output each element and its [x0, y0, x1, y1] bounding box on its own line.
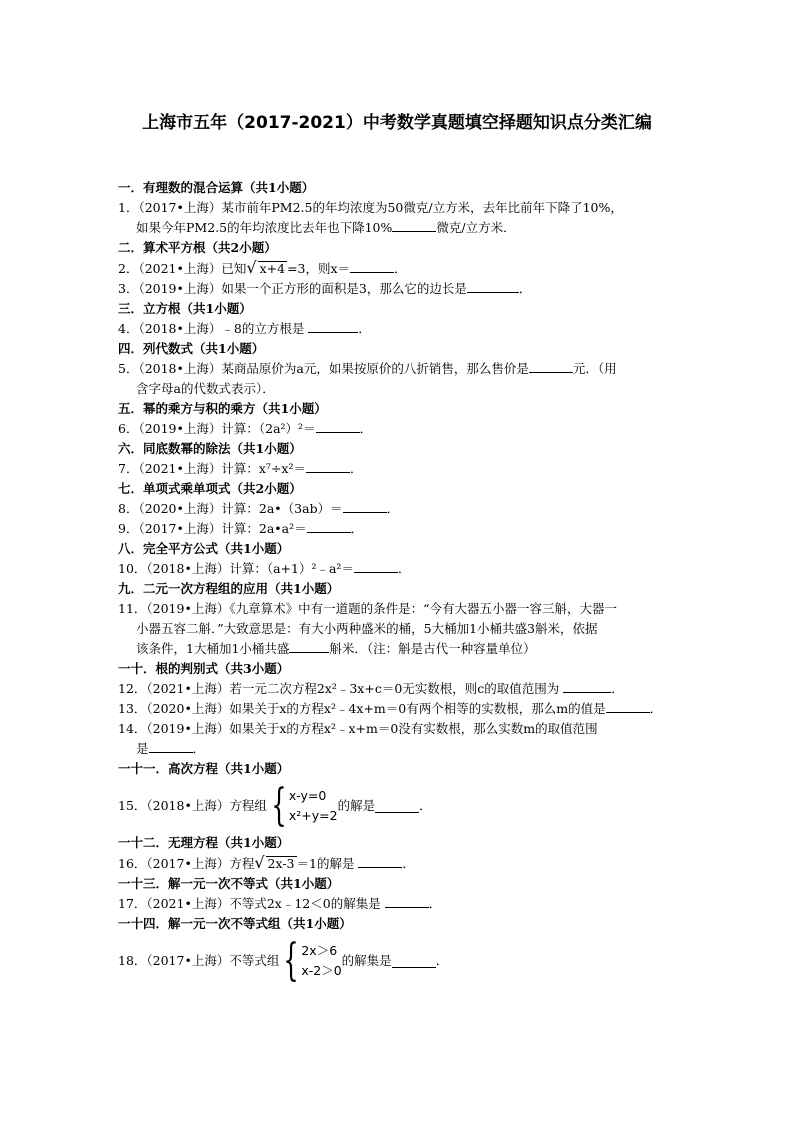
question-text: 13．（2020•上海）如果关于x的方程x²﹣4x+m＝0有两个相等的实数根，那么m的值是 — [118, 701, 606, 716]
answer-blank — [289, 640, 329, 653]
inequality-line: x-2＞0 — [301, 963, 342, 978]
question-12 — [118, 679, 678, 699]
question-16 — [118, 853, 678, 874]
question-text: 9．（2017•上海）计算：2a•a²＝ — [118, 521, 307, 536]
section-heading: 一十一．高次方程（共1小题） — [118, 761, 290, 776]
question-11 — [118, 599, 678, 659]
question-text: 6．（2019•上海）计算：（2a²）²＝ — [118, 421, 316, 436]
question-text — [118, 359, 678, 379]
question-text: 17．（2021•上海）不等式2x﹣12＜0的解集是 — [118, 896, 381, 911]
answer-blank — [392, 955, 436, 968]
punctuation: ． — [518, 281, 532, 296]
section-heading: 八．完全平方公式（共1小题） — [118, 541, 290, 556]
equation-system — [267, 780, 338, 831]
question-text: 4．（2018•上海）﹣8的立方根是 — [118, 321, 305, 336]
answer-blank — [467, 280, 519, 293]
answer-blank — [149, 740, 193, 753]
question-text: 16．（2017•上海）方程 — [118, 856, 255, 871]
question-9 — [118, 519, 678, 539]
question-text: 该条件，1大桶加1小桶共盛 — [136, 641, 290, 656]
answer-blank — [350, 260, 394, 273]
question-3 — [118, 279, 678, 299]
question-7 — [118, 459, 678, 479]
punctuation: ． — [397, 561, 411, 576]
question-text: 1．（2017•上海）某市前年PM2.5的年均浓度为50微克/立方米，去年比前年下降了10%， — [118, 200, 623, 215]
answer-blank — [358, 855, 402, 868]
inequality-lines — [301, 941, 341, 981]
punctuation: ． — [350, 521, 364, 536]
radicand: x+4 — [259, 261, 286, 276]
answer-blank — [375, 800, 419, 813]
question-text: 2．（2021•上海）已知 — [118, 261, 247, 276]
section-heading: 七．单项式乘单项式（共2小题） — [118, 481, 302, 496]
question-text: 3．（2019•上海）如果一个正方形的面积是3，那么它的边长是 — [118, 281, 467, 296]
question-text: 如果今年PM2.5的年均浓度比去年也下降10% — [136, 220, 393, 235]
question-text: 7．（2021•上海）计算：x⁷÷x²＝ — [118, 461, 306, 476]
document-body — [118, 178, 678, 988]
section-heading: 一十．根的判别式（共3小题） — [118, 661, 290, 676]
question-text — [118, 218, 678, 238]
question-5 — [118, 359, 678, 399]
question-text: 10．（2018•上海）计算：（a+1）²﹣a²＝ — [118, 561, 354, 576]
question-6 — [118, 419, 678, 439]
question-15 — [118, 780, 678, 831]
equation-line: x-y=0 — [288, 788, 327, 803]
answer-blank — [529, 360, 573, 373]
question-text: 18．（2017•上海）不等式组 — [118, 953, 280, 968]
answer-blank — [306, 460, 350, 473]
answer-blank — [385, 895, 429, 908]
question-1 — [118, 198, 678, 238]
question-text: 斛米．（注：斛是古代一种容量单位） — [329, 641, 536, 656]
punctuation: ． — [402, 856, 415, 871]
punctuation: ． — [428, 896, 442, 911]
question-2 — [118, 258, 678, 279]
section-heading: 九．二元一次方程组的应用（共1小题） — [118, 581, 340, 596]
question-text: 14．（2019•上海）如果关于x的方程x²﹣x+m＝0没有实数根，那么实数m的取值范围 — [118, 721, 598, 736]
punctuation: ． — [435, 953, 449, 968]
section-heading: 六．同底数幂的除法（共1小题） — [118, 441, 302, 456]
sqrt-icon: √ — [254, 853, 265, 872]
section-heading: 一十二．无理方程（共1小题） — [118, 835, 290, 850]
brace-icon: { — [271, 780, 287, 831]
answer-blank — [354, 560, 398, 573]
question-10 — [118, 559, 678, 579]
question-8 — [118, 499, 678, 519]
punctuation: ． — [419, 798, 432, 813]
answer-blank — [316, 420, 360, 433]
section-heading: 一十三．解一元一次不等式（共1小题） — [118, 876, 340, 891]
section-heading: 二．算术平方根（共2小题） — [118, 240, 277, 255]
punctuation: ． — [394, 261, 407, 276]
question-13 — [118, 699, 678, 719]
question-text: 元．（用 — [572, 361, 617, 376]
punctuation: ． — [192, 741, 206, 756]
question-text: 微克/立方米． — [436, 220, 516, 235]
page-title: 上海市五年（2017-2021）中考数学真题填空择题知识点分类汇编 — [142, 113, 652, 133]
answer-blank — [563, 680, 611, 693]
question-text: ＝1的解是 — [296, 856, 355, 871]
radicand: 2x-3 — [267, 856, 295, 871]
inequality-line: 2x＞6 — [301, 943, 338, 958]
question-text: 5．（2018•上海）某商品原价为a元，如果按原价的八折销售，那么售价是 — [118, 361, 529, 376]
punctuation: ． — [649, 701, 663, 716]
question-17 — [118, 894, 678, 914]
sqrt-icon: √ — [246, 258, 257, 277]
section-heading: 一．有理数的混合运算（共1小题） — [118, 180, 315, 195]
question-text: 的解集是 — [341, 953, 392, 968]
punctuation: ． — [386, 501, 400, 516]
question-text: 15．（2018•上海）方程组 — [118, 798, 267, 813]
answer-blank — [606, 700, 650, 713]
section-heading: 五．幂的乘方与积的乘方（共1小题） — [118, 401, 327, 416]
punctuation: ． — [359, 421, 373, 436]
equation-lines — [289, 786, 338, 826]
punctuation: ． — [611, 681, 624, 696]
punctuation: ． — [349, 461, 363, 476]
question-text: 12．（2021•上海）若一元二次方程2x²﹣3x+c＝0无实数根，则c的取值范围为 — [118, 681, 560, 696]
question-text: 8．（2020•上海）计算：2a•（3ab）＝ — [118, 501, 343, 516]
question-text: 的解是 — [337, 798, 376, 813]
question-text: 是 — [136, 741, 149, 756]
question-text: 小器五容二斛．”大致意思是：有大小两种盛米的桶，5大桶加1小桶共盛3斛米，依据 — [136, 621, 598, 636]
answer-blank — [307, 520, 351, 533]
answer-blank — [308, 320, 358, 333]
question-text — [118, 739, 678, 759]
question-14 — [118, 719, 678, 759]
brace-icon: { — [283, 935, 300, 986]
section-heading: 四．列代数式（共1小题） — [118, 341, 265, 356]
question-text: 11．（2019•上海）《九章算术》中有一道题的条件是：“今有大器五小器一容三斛，大器一 — [118, 601, 617, 616]
answer-blank — [392, 219, 436, 232]
section-heading: 三．立方根（共1小题） — [118, 301, 252, 316]
question-text: =3，则x＝ — [287, 261, 351, 276]
answer-blank — [343, 500, 387, 513]
inequality-system — [279, 935, 342, 986]
question-text — [118, 639, 678, 659]
question-18 — [118, 935, 678, 986]
section-heading: 一十四．解一元一次不等式组（共1小题） — [118, 916, 352, 931]
punctuation: ． — [358, 321, 371, 336]
question-text: 含字母a的代数式表示）． — [136, 381, 275, 396]
question-4 — [118, 319, 678, 339]
equation-line: x²+y=2 — [288, 808, 338, 823]
